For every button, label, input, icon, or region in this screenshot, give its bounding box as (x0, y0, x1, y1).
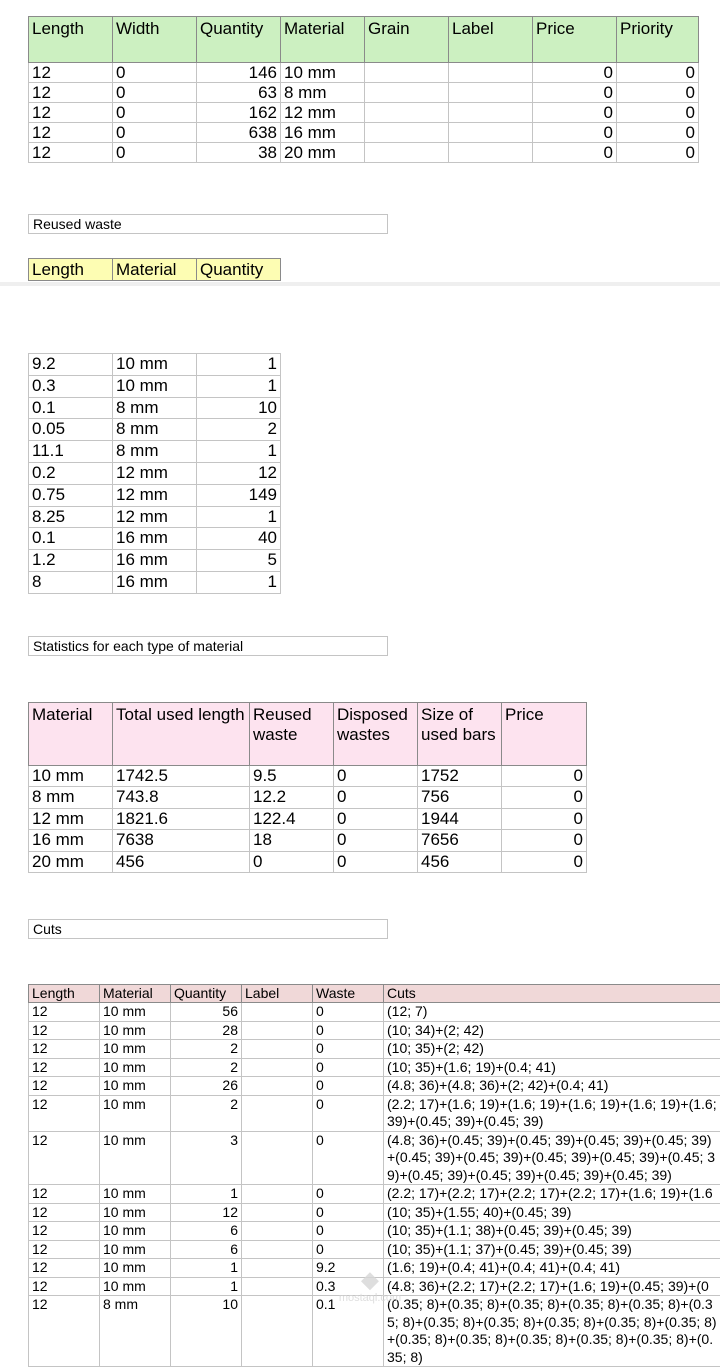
table-cell: 10 mm (100, 1003, 171, 1022)
table-cell: 28 (171, 1021, 242, 1040)
table-cell: 2 (197, 419, 281, 441)
table-cell: 1752 (418, 766, 502, 787)
table-cell: (0.35; 8)+(0.35; 8)+(0.35; 8)+(0.35; 8)+(0.35; 8)+(0.35; 8)+(0.35; 8)+(0.35; 8)+(0.35; 8)+(0.35; 8)+(0.35; 8)+(0.35; 8)+(0.35; 8)+(0.35; 8)+(0.35; 8)+(0.35; 8)+(0.35; 8) (384, 1296, 720, 1367)
header-quantity: Quantity (197, 259, 281, 281)
table-row (29, 1222, 720, 1241)
table-cell: 7656 (418, 830, 502, 851)
table-row (29, 550, 281, 572)
table-cell: 5 (197, 550, 281, 572)
table-cell (242, 1296, 313, 1367)
table-row (29, 63, 699, 83)
table-cell: 12 (29, 1131, 100, 1185)
table-cell: 10 mm (29, 766, 113, 787)
table-cell: 1.2 (29, 550, 113, 572)
table-cell (449, 83, 533, 103)
header-reused-waste: Reused waste (250, 703, 334, 766)
table-cell: 0 (617, 83, 699, 103)
parts-table (28, 16, 699, 163)
table-cell: 12 (29, 1277, 100, 1296)
table-cell: 2 (171, 1058, 242, 1077)
table-cell: 162 (197, 103, 281, 123)
table-cell: 8 mm (29, 787, 113, 808)
table-cell: 0 (334, 787, 418, 808)
table-cell: 0 (533, 103, 617, 123)
table-cell: 10 mm (113, 375, 197, 397)
table-cell: 2 (171, 1040, 242, 1059)
table-cell: 0 (502, 851, 587, 872)
header-total-used-length: Total used length (113, 703, 250, 766)
table-cell: 0 (533, 63, 617, 83)
header-quantity: Quantity (171, 985, 242, 1003)
table-cell (242, 1003, 313, 1022)
table-cell: 10 mm (113, 354, 197, 376)
table-cell: 16 mm (113, 528, 197, 550)
table-cell: 1 (197, 375, 281, 397)
table-cell: 12 (29, 1259, 100, 1278)
table-cell: 10 mm (100, 1185, 171, 1204)
table-row (29, 1095, 720, 1131)
table-cell: (4.8; 36)+(4.8; 36)+(2; 42)+(0.4; 41) (384, 1077, 720, 1096)
table-cell: 10 mm (100, 1259, 171, 1278)
table-cell: 0 (313, 1003, 384, 1022)
table-cell: 8 mm (281, 83, 365, 103)
table-row (29, 1021, 720, 1040)
table-cell: 6 (171, 1240, 242, 1259)
reused-waste-table (28, 353, 281, 594)
table-row (29, 143, 699, 163)
table-cell: 10 mm (100, 1277, 171, 1296)
table-cell (242, 1077, 313, 1096)
table-cell: 9.2 (313, 1259, 384, 1278)
header-grain: Grain (365, 17, 449, 63)
table-cell: 10 (171, 1296, 242, 1367)
table-row (29, 1203, 720, 1222)
table-cell (242, 1131, 313, 1185)
table-cell: 122.4 (250, 808, 334, 829)
table-cell: 16 mm (281, 123, 365, 143)
reused-waste-title: Reused waste (28, 214, 388, 234)
table-cell: (12; 7) (384, 1003, 720, 1022)
table-cell (242, 1058, 313, 1077)
table-row (29, 1131, 720, 1185)
table-cell: 756 (418, 787, 502, 808)
table-cell: 12 (197, 462, 281, 484)
table-cell (242, 1259, 313, 1278)
table-cell: 8 mm (100, 1296, 171, 1367)
table-cell: 0.2 (29, 462, 113, 484)
reused-waste-header (28, 258, 281, 281)
table-cell: 0 (113, 143, 197, 163)
table-cell: 1 (197, 354, 281, 376)
table-cell: (4.8; 36)+(0.45; 39)+(0.45; 39)+(0.45; 39)+(0.45; 39)+(0.45; 39)+(0.45; 39)+(0.45; 39)+(0.45; 39)+(0.45; 39)+(0.45; 39)+(0.45; 39)+(0.45; 39)+(0.45; 39) (384, 1131, 720, 1185)
table-cell: 0 (313, 1240, 384, 1259)
table-cell: 10 mm (100, 1222, 171, 1241)
table-cell: 8.25 (29, 506, 113, 528)
table-cell: 10 mm (100, 1095, 171, 1131)
table-cell: 12.2 (250, 787, 334, 808)
header-length: Length (29, 17, 113, 63)
table-cell: 0 (502, 787, 587, 808)
table-cell: 38 (197, 143, 281, 163)
table-row (29, 1077, 720, 1096)
header-price: Price (533, 17, 617, 63)
table-row (29, 103, 699, 123)
table-cell: 2 (171, 1095, 242, 1131)
table-cell: 0 (313, 1077, 384, 1096)
table-row (29, 1040, 720, 1059)
table-cell: (1.6; 19)+(0.4; 41)+(0.4; 41)+(0.4; 41) (384, 1259, 720, 1278)
table-cell: 0 (113, 63, 197, 83)
table-cell (365, 63, 449, 83)
statistics-table (28, 702, 587, 873)
table-cell: 0.1 (313, 1296, 384, 1367)
table-cell: 0 (113, 83, 197, 103)
table-cell: 0 (313, 1203, 384, 1222)
table-cell: 149 (197, 484, 281, 506)
page-divider (0, 282, 720, 286)
table-cell: 0 (313, 1185, 384, 1204)
table-row (29, 528, 281, 550)
table-cell: 18 (250, 830, 334, 851)
table-cell: 0 (617, 103, 699, 123)
header-cuts: Cuts (384, 985, 720, 1003)
table-cell: 12 (29, 1185, 100, 1204)
table-cell: (2.2; 17)+(2.2; 17)+(2.2; 17)+(2.2; 17)+(1.6; 19)+(1.6 (384, 1185, 720, 1204)
table-cell (449, 63, 533, 83)
table-row (29, 375, 281, 397)
table-cell: 0 (334, 851, 418, 872)
table-cell: 12 (29, 1077, 100, 1096)
table-cell: 0.1 (29, 397, 113, 419)
table-row (29, 1058, 720, 1077)
header-priority: Priority (617, 17, 699, 63)
table-cell: 743.8 (113, 787, 250, 808)
table-cell: 0 (617, 63, 699, 83)
header-quantity: Quantity (197, 17, 281, 63)
table-cell: 10 mm (100, 1040, 171, 1059)
table-row (29, 830, 587, 851)
table-cell: 10 mm (281, 63, 365, 83)
table-cell: 12 (29, 143, 113, 163)
table-row (29, 354, 281, 376)
table-cell: 12 (29, 63, 113, 83)
table-cell: 1 (171, 1259, 242, 1278)
statistics-title: Statistics for each type of material (28, 636, 388, 656)
header-length: Length (29, 985, 100, 1003)
watermark-logo-icon: ◆ (320, 1268, 420, 1292)
table-cell: 0.3 (313, 1277, 384, 1296)
table-cell: 11.1 (29, 441, 113, 463)
table-cell (242, 1240, 313, 1259)
table-row (29, 851, 587, 872)
table-cell: 0 (502, 808, 587, 829)
header-waste: Waste (313, 985, 384, 1003)
table-cell: 0 (334, 808, 418, 829)
table-row (29, 419, 281, 441)
table-cell: 12 (29, 1040, 100, 1059)
table-cell: 7638 (113, 830, 250, 851)
table-cell: 8 (29, 571, 113, 593)
header-length: Length (29, 259, 113, 281)
table-cell: 12 mm (113, 506, 197, 528)
parts-body (29, 63, 699, 163)
table-row (29, 484, 281, 506)
cuts-header-row (29, 985, 720, 1003)
watermark (320, 1268, 420, 1316)
table-cell: 0.75 (29, 484, 113, 506)
table-cell: 638 (197, 123, 281, 143)
table-row (29, 1003, 720, 1022)
table-cell: 0 (313, 1058, 384, 1077)
table-cell (242, 1185, 313, 1204)
table-cell: 12 (29, 1240, 100, 1259)
table-row (29, 1185, 720, 1204)
table-cell: 12 (29, 1095, 100, 1131)
table-cell: 1 (171, 1185, 242, 1204)
table-cell: 16 mm (113, 550, 197, 572)
header-material: Material (281, 17, 365, 63)
table-cell: 12 (29, 1058, 100, 1077)
table-cell: (10; 35)+(1.1; 38)+(0.45; 39)+(0.45; 39) (384, 1222, 720, 1241)
watermark-text: mostaql.com (320, 1292, 420, 1304)
table-cell: 10 mm (100, 1131, 171, 1185)
table-cell: 26 (171, 1077, 242, 1096)
header-material: Material (29, 703, 113, 766)
table-cell: 12 (29, 83, 113, 103)
table-cell: 10 (197, 397, 281, 419)
table-cell: 12 mm (29, 808, 113, 829)
table-cell: 12 (29, 1003, 100, 1022)
table-cell: 12 mm (113, 462, 197, 484)
table-cell: 0 (617, 143, 699, 163)
table-cell (242, 1203, 313, 1222)
table-cell: 20 mm (281, 143, 365, 163)
table-cell: 3 (171, 1131, 242, 1185)
table-cell: 0 (113, 123, 197, 143)
table-cell: 12 mm (281, 103, 365, 123)
table-cell: 12 (29, 123, 113, 143)
table-cell (242, 1277, 313, 1296)
cuts-title: Cuts (28, 919, 388, 939)
table-cell (449, 123, 533, 143)
statistics-header-row (29, 703, 587, 766)
table-cell (242, 1021, 313, 1040)
table-cell (242, 1040, 313, 1059)
table-cell (242, 1222, 313, 1241)
table-cell (242, 1095, 313, 1131)
table-cell (365, 83, 449, 103)
table-cell: 0 (502, 766, 587, 787)
table-cell: (2.2; 17)+(1.6; 19)+(1.6; 19)+(1.6; 19)+(1.6; 19)+(1.6; 39)+(0.45; 39)+(0.45; 39) (384, 1095, 720, 1131)
table-cell: 1 (197, 441, 281, 463)
table-cell: 9.2 (29, 354, 113, 376)
table-cell: (10; 35)+(1.1; 37)+(0.45; 39)+(0.45; 39) (384, 1240, 720, 1259)
table-cell: 1742.5 (113, 766, 250, 787)
table-row (29, 1240, 720, 1259)
table-cell: 16 mm (113, 571, 197, 593)
table-cell (365, 143, 449, 163)
table-cell: 0 (113, 103, 197, 123)
table-cell: 8 mm (113, 419, 197, 441)
table-cell: 8 mm (113, 441, 197, 463)
table-cell: 146 (197, 63, 281, 83)
table-cell (449, 143, 533, 163)
table-cell: 0.3 (29, 375, 113, 397)
header-label: Label (449, 17, 533, 63)
table-cell: 10 mm (100, 1077, 171, 1096)
table-cell: 456 (113, 851, 250, 872)
table-cell: 56 (171, 1003, 242, 1022)
table-cell: 20 mm (29, 851, 113, 872)
table-cell: 0 (313, 1095, 384, 1131)
table-cell: 1944 (418, 808, 502, 829)
table-cell: 12 (29, 1203, 100, 1222)
table-cell: 6 (171, 1222, 242, 1241)
parts-header-row (29, 17, 699, 63)
table-row (29, 397, 281, 419)
table-cell: 0 (313, 1222, 384, 1241)
table-row (29, 462, 281, 484)
header-size-of-used-bars: Size of used bars (418, 703, 502, 766)
table-row (29, 571, 281, 593)
table-cell (449, 103, 533, 123)
table-cell: 0 (617, 123, 699, 143)
header-material: Material (100, 985, 171, 1003)
table-row (29, 808, 587, 829)
table-cell (365, 103, 449, 123)
table-cell: 8 mm (113, 397, 197, 419)
table-cell: 0 (502, 830, 587, 851)
table-cell: 16 mm (29, 830, 113, 851)
table-cell: 12 (29, 1021, 100, 1040)
table-cell: 0 (313, 1040, 384, 1059)
table-row (29, 123, 699, 143)
table-row (29, 441, 281, 463)
header-label: Label (242, 985, 313, 1003)
table-cell: 0 (334, 766, 418, 787)
table-cell: (10; 35)+(1.6; 19)+(0.4; 41) (384, 1058, 720, 1077)
table-cell: 9.5 (250, 766, 334, 787)
table-cell: (4.8; 36)+(2.2; 17)+(2.2; 17)+(1.6; 19)+(0.45; 39)+(0 (384, 1277, 720, 1296)
table-cell: 0 (250, 851, 334, 872)
table-cell: 0 (313, 1021, 384, 1040)
table-row (29, 787, 587, 808)
header-disposed-wastes: Disposed wastes (334, 703, 418, 766)
table-cell: 1 (171, 1277, 242, 1296)
header-width: Width (113, 17, 197, 63)
table-cell: 12 (29, 1296, 100, 1367)
header-material: Material (113, 259, 197, 281)
table-cell: 12 (29, 103, 113, 123)
table-cell: 0 (334, 830, 418, 851)
table-cell: 1 (197, 506, 281, 528)
table-cell: 0 (313, 1131, 384, 1185)
table-cell: 12 (29, 1222, 100, 1241)
table-cell: 40 (197, 528, 281, 550)
table-cell: (10; 35)+(2; 42) (384, 1040, 720, 1059)
table-cell: 456 (418, 851, 502, 872)
table-cell: 10 mm (100, 1240, 171, 1259)
table-cell: 10 mm (100, 1021, 171, 1040)
table-cell: 1821.6 (113, 808, 250, 829)
table-row (29, 766, 587, 787)
table-cell: 0.05 (29, 419, 113, 441)
table-row (29, 506, 281, 528)
table-cell: (10; 34)+(2; 42) (384, 1021, 720, 1040)
table-cell: 10 mm (100, 1058, 171, 1077)
table-cell: 0.1 (29, 528, 113, 550)
table-row (29, 83, 699, 103)
table-cell: 10 mm (100, 1203, 171, 1222)
table-cell: 12 (171, 1203, 242, 1222)
header-price: Price (502, 703, 587, 766)
table-cell: 0 (533, 123, 617, 143)
table-cell: 0 (533, 83, 617, 103)
table-cell: 12 mm (113, 484, 197, 506)
table-cell: 0 (533, 143, 617, 163)
table-cell: (10; 35)+(1.55; 40)+(0.45; 39) (384, 1203, 720, 1222)
table-cell: 1 (197, 571, 281, 593)
table-cell: 63 (197, 83, 281, 103)
table-cell (365, 123, 449, 143)
